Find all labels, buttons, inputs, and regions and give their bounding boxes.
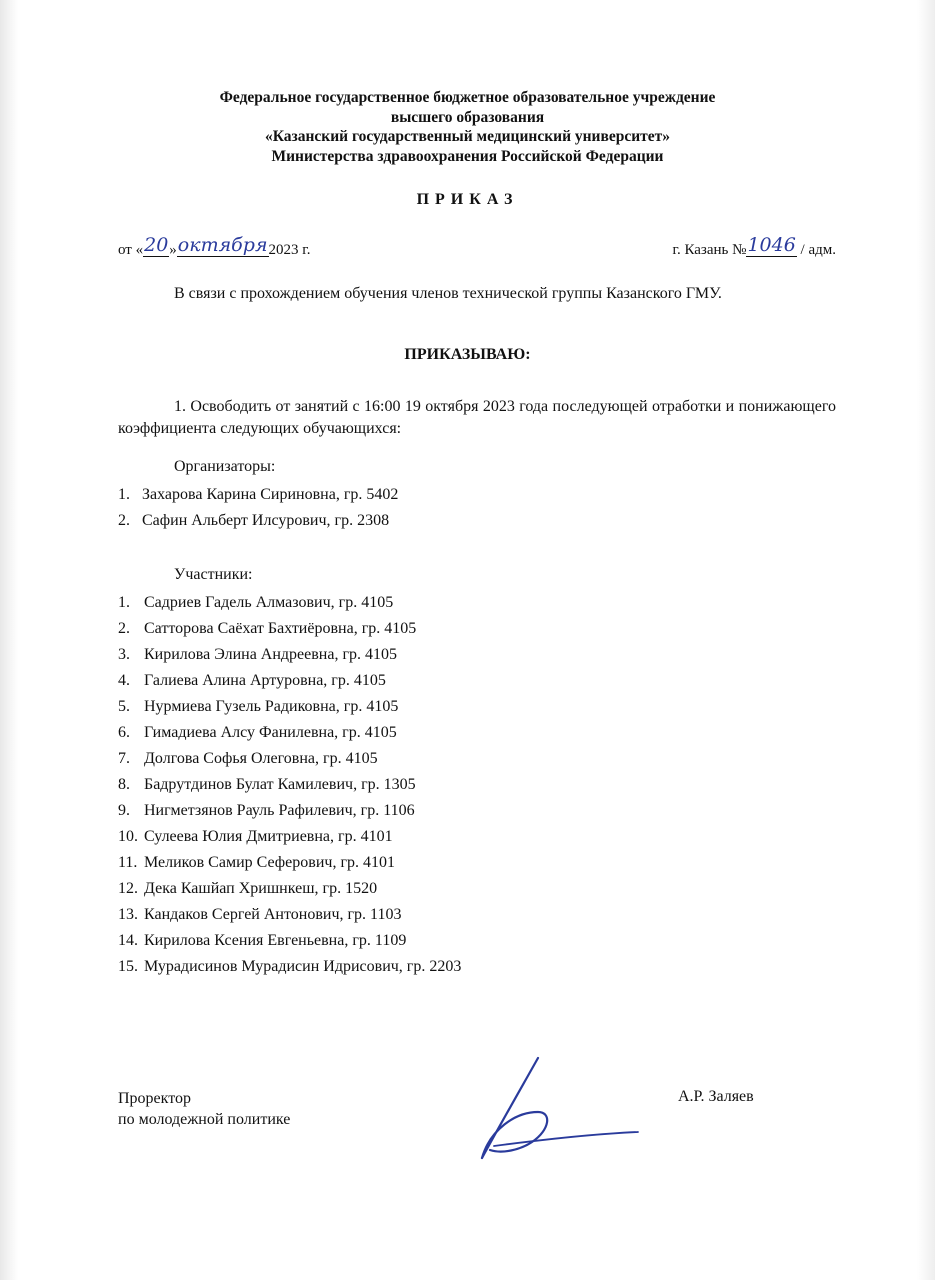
list-item-text: Садриев Гадель Алмазович, гр. 4105 (144, 594, 394, 611)
list-item-text: Сулеева Юлия Дмитриевна, гр. 4101 (144, 828, 393, 845)
list-item (118, 668, 461, 694)
list-item (118, 850, 461, 876)
list-item (118, 902, 461, 928)
organizers-list (118, 482, 398, 534)
list-item (118, 508, 398, 534)
position-line-2: по молодежной политике (118, 1111, 291, 1128)
list-item-number: 7. (118, 750, 130, 767)
list-item-text: Дека Кашйап Хришнкеш, гр. 1520 (144, 880, 378, 897)
list-item-text: Бадрутдинов Булат Камилевич, гр. 1305 (144, 776, 416, 793)
clause-1-paragraph: 1. Освободить от занятий с 16:00 19 октября 2023 года последующей отработки и понижающего коэффициента следующих обучающихся: (118, 398, 836, 437)
list-item (118, 746, 461, 772)
list-item-number: 11. (118, 854, 138, 871)
list-item-text: Нурмиева Гузель Радиковна, гр. 4105 (144, 698, 399, 715)
list-item-number: 4. (118, 672, 130, 689)
header-line-4: Министерства здравоохранения Российской Федерации (271, 147, 664, 165)
order-number-field (672, 234, 836, 260)
list-item-number: 1. (118, 486, 130, 503)
list-item (118, 928, 461, 954)
list-item-text: Кирилова Элина Андреевна, гр. 4105 (144, 646, 398, 663)
list-item (118, 642, 461, 668)
list-item (118, 694, 461, 720)
list-item-text: Кирилова Ксения Евгеньевна, гр. 1109 (144, 932, 407, 949)
list-item (118, 590, 461, 616)
list-item (118, 482, 398, 508)
list-item-text: Нигметзянов Рауль Рафилевич, гр. 1106 (144, 802, 415, 819)
order-number-handwritten: 1046 (747, 234, 796, 256)
date-quote-close: » (169, 242, 177, 258)
position-line-1: Проректор (118, 1090, 191, 1107)
list-item-number: 1. (118, 594, 130, 611)
handwritten-signature (420, 1050, 650, 1170)
list-item (118, 876, 461, 902)
list-item-text: Долгова Софья Олеговна, гр. 4105 (144, 750, 378, 767)
header-line-3: «Казанский государственный медицинский университет» (264, 128, 671, 145)
list-item-number: 2. (118, 620, 130, 637)
list-item (118, 720, 461, 746)
list-item (118, 824, 461, 850)
date-field (118, 234, 311, 260)
list-item-text: Захарова Карина Сириновна, гр. 5402 (142, 486, 399, 503)
list-item-text: Кандаков Сергей Антонович, гр. 1103 (144, 906, 402, 923)
list-item-number: 6. (118, 724, 130, 741)
date-day-handwritten: 20 (144, 234, 169, 256)
signatory-position (118, 1088, 290, 1130)
list-item-number: 3. (118, 646, 130, 663)
order-heading: ПРИКАЗЫВАЮ: (404, 346, 531, 363)
document-title: ПРИКАЗ (416, 191, 519, 208)
list-item-number: 5. (118, 698, 130, 715)
participants-list (118, 590, 461, 980)
list-item (118, 798, 461, 824)
signatory-name: А.Р. Заляев (678, 1088, 754, 1105)
city-label: г. Казань № (672, 242, 747, 258)
institution-header (0, 88, 935, 166)
list-item-number: 15. (118, 958, 138, 975)
list-item-text: Гимадиева Алсу Фанилевна, гр. 4105 (144, 724, 397, 741)
list-item-number: 2. (118, 512, 130, 529)
list-item (118, 772, 461, 798)
header-line-2: высшего образования (390, 108, 545, 126)
organizers-heading: Организаторы: (174, 458, 276, 475)
list-item-text: Сафин Альберт Илсурович, гр. 2308 (142, 512, 390, 529)
list-item-number: 10. (118, 828, 138, 845)
list-item (118, 616, 461, 642)
order-number-suffix: / адм. (800, 242, 836, 258)
date-year: 2023 г. (268, 242, 311, 258)
date-prefix: от « (118, 242, 144, 258)
list-item-number: 14. (118, 932, 138, 949)
list-item-text: Мурадисинов Мурадисин Идрисович, гр. 2203 (144, 958, 462, 975)
header-line-1: Федеральное государственное бюджетное образовательное учреждение (219, 89, 716, 106)
list-item-number: 13. (118, 906, 138, 923)
list-item-number: 9. (118, 802, 130, 819)
intro-paragraph: В связи с прохождением обучения членов технической группы Казанского ГМУ. (174, 285, 722, 302)
date-month-handwritten: октября (177, 234, 268, 256)
list-item-text: Галиева Алина Артуровна, гр. 4105 (144, 672, 386, 689)
list-item-text: Меликов Самир Сеферович, гр. 4101 (144, 854, 395, 871)
date-number-line (118, 234, 836, 263)
list-item (118, 954, 461, 980)
list-item-number: 12. (118, 880, 138, 897)
list-item-number: 8. (118, 776, 130, 793)
participants-heading: Участники: (174, 566, 253, 583)
list-item-text: Сатторова Саёхат Бахтиёровна, гр. 4105 (144, 620, 417, 637)
